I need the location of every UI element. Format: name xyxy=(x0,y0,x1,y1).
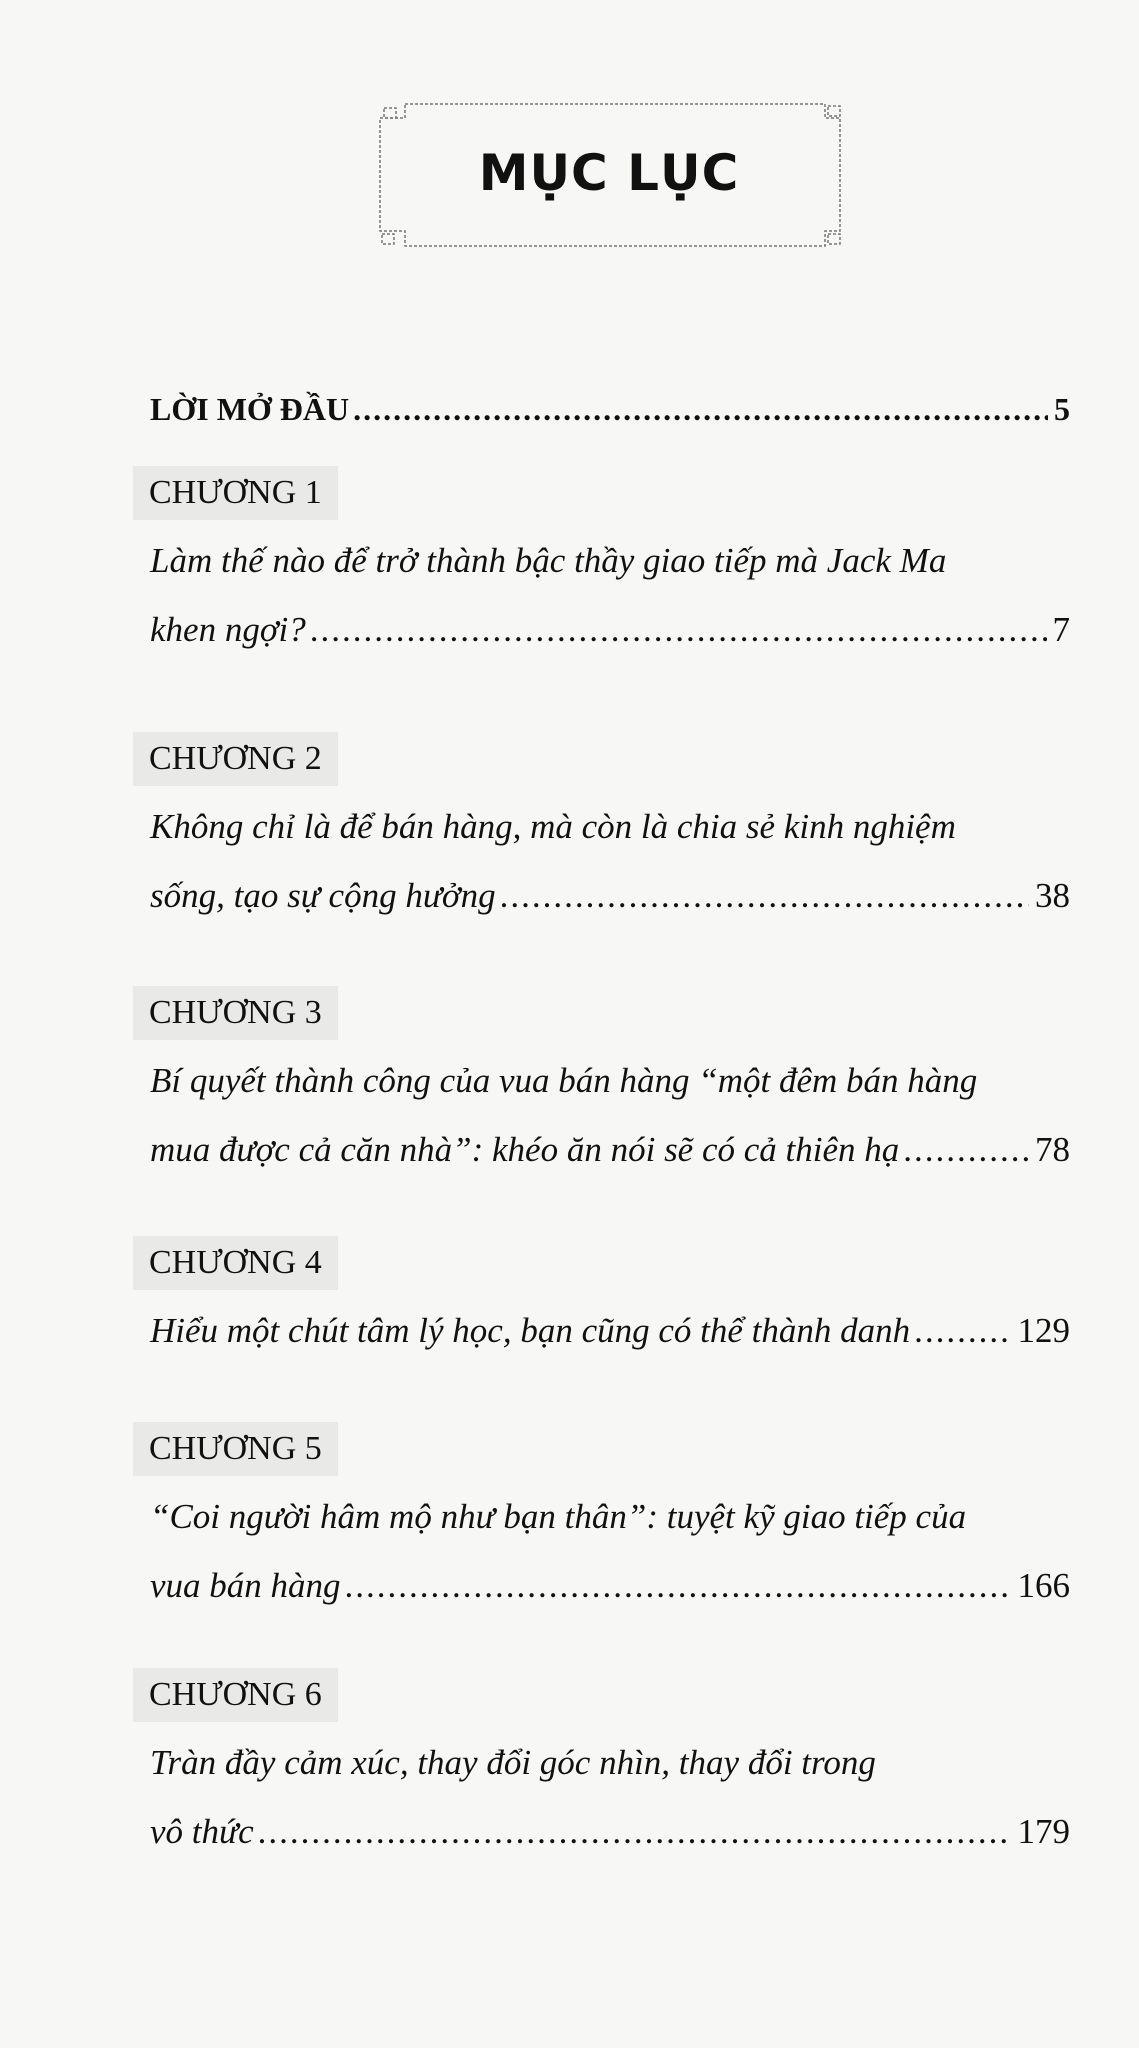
chapter-label: CHƯƠNG 4 xyxy=(133,1236,338,1290)
dot-leader xyxy=(903,1110,1029,1190)
page-number: 7 xyxy=(1052,610,1070,649)
chapter-title-line: vô thức xyxy=(150,1812,254,1851)
dot-leader xyxy=(500,856,1029,936)
page-number: 129 xyxy=(1017,1311,1070,1350)
dot-leader xyxy=(353,366,1048,452)
chapter-title-line: Làm thế nào để trở thành bậc thầy giao tiếp mà Jack Ma xyxy=(150,541,947,580)
page-number: 78 xyxy=(1035,1130,1070,1169)
page-title: MỤC LỤC xyxy=(478,144,740,202)
chapter-label: CHƯƠNG 3 xyxy=(133,986,338,1040)
chapter-title-line: khen ngợi? xyxy=(150,610,306,649)
toc-entry-chapter-1[interactable] xyxy=(150,466,1070,670)
page-number: 166 xyxy=(1017,1566,1070,1605)
dot-leader xyxy=(310,590,1047,670)
toc-entry-chapter-3[interactable] xyxy=(150,986,1070,1190)
chapter-label: CHƯƠNG 2 xyxy=(133,732,338,786)
chapter-title-line: vua bán hàng xyxy=(150,1566,341,1605)
toc-entry-chapter-2[interactable] xyxy=(150,732,1070,936)
page-number: 5 xyxy=(1054,391,1070,427)
toc-entry-chapter-6[interactable] xyxy=(150,1668,1070,1872)
entry-title: LỜI MỞ ĐẦU xyxy=(150,391,350,427)
title-frame xyxy=(370,96,848,254)
toc-entry-chapter-4[interactable] xyxy=(150,1236,1070,1360)
chapter-label: CHƯƠNG 6 xyxy=(133,1668,338,1722)
chapter-title-line: sống, tạo sự cộng hưởng xyxy=(150,876,496,915)
toc-entry-chapter-5[interactable] xyxy=(150,1422,1070,1626)
toc-entry-intro[interactable] xyxy=(150,366,1070,452)
dot-leader xyxy=(914,1302,1011,1360)
chapter-title-line: Hiểu một chút tâm lý học, bạn cũng có thể thành danh xyxy=(150,1311,911,1350)
dot-leader xyxy=(345,1546,1012,1626)
chapter-title-line: Không chỉ là để bán hàng, mà còn là chia sẻ kinh nghiệm xyxy=(150,807,956,846)
page-number: 38 xyxy=(1035,876,1070,915)
chapter-label: CHƯƠNG 1 xyxy=(133,466,338,520)
page-number: 179 xyxy=(1017,1812,1070,1851)
dot-leader xyxy=(258,1792,1012,1872)
chapter-title-line: “Coi người hâm mộ như bạn thân”: tuyệt kỹ giao tiếp của xyxy=(150,1497,967,1536)
chapter-title-line: Tràn đầy cảm xúc, thay đổi góc nhìn, thay đổi trong xyxy=(150,1743,876,1782)
chapter-title-line: Bí quyết thành công của vua bán hàng “một đêm bán hàng xyxy=(150,1061,978,1100)
chapter-label: CHƯƠNG 5 xyxy=(133,1422,338,1476)
chapter-title-line: mua được cả căn nhà”: khéo ăn nói sẽ có cả thiên hạ xyxy=(150,1130,900,1169)
